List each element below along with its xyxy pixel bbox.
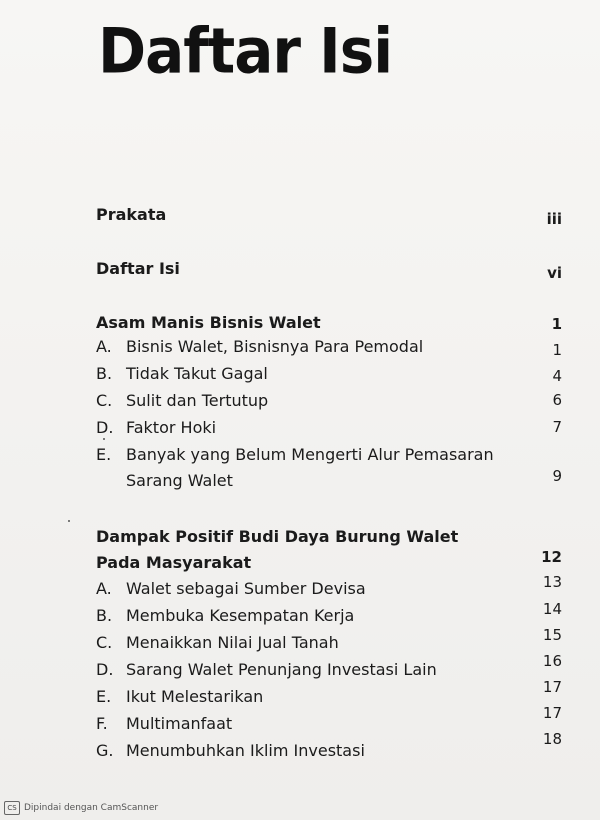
camscanner-icon: CS [4,801,20,815]
scanner-watermark [4,800,158,816]
toc-entry-letter: B. [96,606,113,625]
toc-page-number: 7 [552,418,562,436]
toc-entry-letter: A. [96,579,112,598]
toc-entry-title: Tidak Takut Gagal [126,364,268,383]
toc-entry-title: Multimanfaat [126,714,233,733]
page-title: Daftar Isi [98,14,393,88]
toc-entry-title: Bisnis Walet, Bisnisnya Para Pemodal [126,337,424,356]
toc-page-number: 16 [542,652,562,670]
toc-page-number: 1 [551,315,562,333]
toc-entry-title: Faktor Hoki [126,418,217,437]
toc-entry-letter: E. [96,445,112,464]
toc-page-number: 18 [542,730,562,748]
scanner-watermark-text: Dipindai dengan CamScanner [24,803,159,813]
toc-entry-title: Banyak yang Belum Mengerti Alur Pemasaran [126,445,494,464]
toc-entry-title: Membuka Kesempatan Kerja [126,606,355,625]
toc-section-heading: Daftar Isi [96,259,180,278]
toc-entry-title: Ikut Melestarikan [126,687,264,706]
toc-entry-letter: C. [96,633,113,652]
toc-section-heading: Prakata [96,205,167,224]
toc-page-number: 9 [552,467,562,485]
toc-page-number: 14 [542,600,562,618]
toc-page-number: 17 [542,678,562,696]
speck [68,520,70,522]
toc-section-heading: Pada Masyarakat [96,553,252,572]
toc-entry-letter: C. [96,391,113,410]
toc-page-number: 6 [552,391,562,409]
toc-entry-letter: G. [96,741,114,760]
speck [103,438,105,440]
toc-page-number: 13 [542,573,562,591]
toc-entry-letter: E. [96,687,112,706]
toc-section-heading: Dampak Positif Budi Daya Burung Walet [96,527,459,546]
toc-entry-title: Sarang Walet Penunjang Investasi Lain [126,660,437,679]
toc-entry-letter: F. [96,714,108,733]
toc-entry-title: Walet sebagai Sumber Devisa [126,579,366,598]
toc-page-number: 12 [541,548,562,566]
toc-page-number: 4 [552,367,562,385]
toc-entry-letter: A. [96,337,112,356]
toc-page-number: 15 [542,626,562,644]
toc-section-heading: Asam Manis Bisnis Walet [96,313,321,332]
toc-entry-letter: D. [96,660,114,679]
toc-entry-letter: B. [96,364,113,383]
toc-page-number: 17 [542,704,562,722]
toc-entry-title: Menaikkan Nilai Jual Tanah [126,633,339,652]
toc-page-number: iii [546,210,562,228]
toc-entry-title: Sulit dan Tertutup [126,391,269,410]
toc-entry-title: Menumbuhkan Iklim Investasi [126,741,365,760]
toc-page-number: 1 [552,341,562,359]
toc-page-number: vi [547,264,562,282]
toc-entry-title: Sarang Walet [126,471,233,490]
toc-entry-letter: D. [96,418,114,437]
